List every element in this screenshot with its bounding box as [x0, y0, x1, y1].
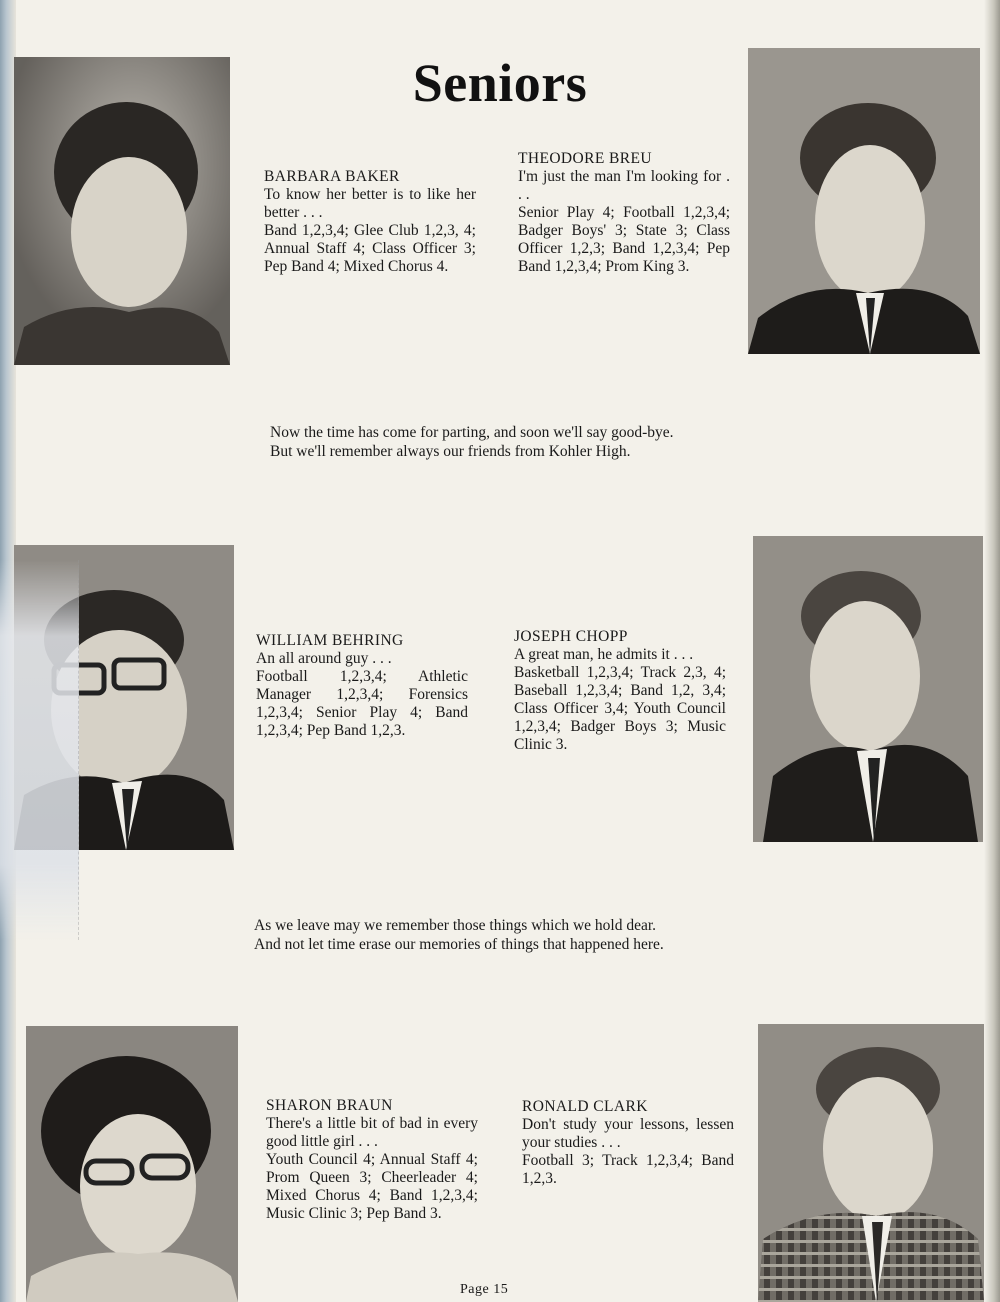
- page-title: Seniors: [412, 53, 588, 113]
- page-tear-damage: [0, 560, 79, 940]
- senior-activities: Football 3; Track 1,2,3,4; Band 1,2,3.: [522, 1152, 734, 1187]
- senior-name: SHARON BRAUN: [266, 1097, 393, 1114]
- senior-activities: Band 1,2,3,4; Glee Club 1,2,3, 4; Annual Staff 4; Class Officer 3; Pep Band 4; Mixed Chorus 4.: [264, 222, 476, 275]
- portrait-photo-barbara-baker: [14, 57, 230, 365]
- senior-caption: To know her better is to like her better . . .: [264, 186, 476, 221]
- senior-bio-sharon-braun: [266, 1097, 478, 1223]
- senior-activities: Senior Play 4; Football 1,2,3,4; Badger Boys' 3; State 3; Class Officer 1,2,3; Band 1,2,3,4; Pep Band 1,2,3,4; Prom King 3.: [518, 204, 730, 275]
- portrait-photo-theodore-breu: [748, 48, 980, 354]
- page-right-edge: [984, 0, 1000, 1302]
- portrait-photo-ronald-clark: [758, 1024, 984, 1302]
- senior-activities: Football 1,2,3,4; Athletic Manager 1,2,3,4; Forensics 1,2,3,4; Senior Play 4; Band 1,2,3,4; Pep Band 1,2,3.: [256, 668, 468, 739]
- senior-caption: There's a little bit of bad in every good little girl . . .: [266, 1115, 478, 1150]
- senior-bio-william-behring: [256, 632, 468, 740]
- portrait-photo-sharon-braun: [26, 1026, 238, 1302]
- verse-line: And not let time erase our memories of things that happened here.: [254, 936, 664, 953]
- verse-line: As we leave may we remember those things which we hold dear.: [254, 917, 657, 934]
- page-number: Page 15: [460, 1282, 509, 1297]
- verse-line: Now the time has come for parting, and soon we'll say good-bye.: [270, 424, 674, 441]
- senior-name: RONALD CLARK: [522, 1098, 648, 1115]
- senior-bio-ronald-clark: [522, 1098, 734, 1188]
- senior-name: WILLIAM BEHRING: [256, 632, 404, 649]
- senior-activities: Youth Council 4; Annual Staff 4; Prom Queen 3; Cheerleader 4; Mixed Chorus 4; Band 1,2,3,4; Music Clinic 3; Pep Band 3.: [266, 1151, 478, 1222]
- senior-name: BARBARA BAKER: [264, 168, 400, 185]
- senior-bio-barbara-baker: [264, 168, 476, 276]
- verse-1: [270, 423, 674, 461]
- senior-name: JOSEPH CHOPP: [514, 628, 628, 645]
- senior-caption: An all around guy . . .: [256, 650, 392, 667]
- senior-caption: A great man, he admits it . . .: [514, 646, 694, 663]
- senior-bio-joseph-chopp: [514, 628, 726, 754]
- verse-line: But we'll remember always our friends from Kohler High.: [270, 443, 631, 460]
- senior-bio-theodore-breu: [518, 150, 730, 276]
- portrait-photo-joseph-chopp: [753, 536, 983, 842]
- senior-name: THEODORE BREU: [518, 150, 652, 167]
- verse-2: [254, 916, 664, 954]
- senior-activities: Basketball 1,2,3,4; Track 2,3, 4; Baseball 1,2,3,4; Band 1,2, 3,4; Class Officer 3,4; Youth Council 1,2,3,4; Badger Boys 3; Music Clinic 3.: [514, 664, 726, 753]
- senior-caption: Don't study your lessons, lessen your studies . . .: [522, 1116, 734, 1151]
- senior-caption: I'm just the man I'm looking for . . .: [518, 168, 730, 203]
